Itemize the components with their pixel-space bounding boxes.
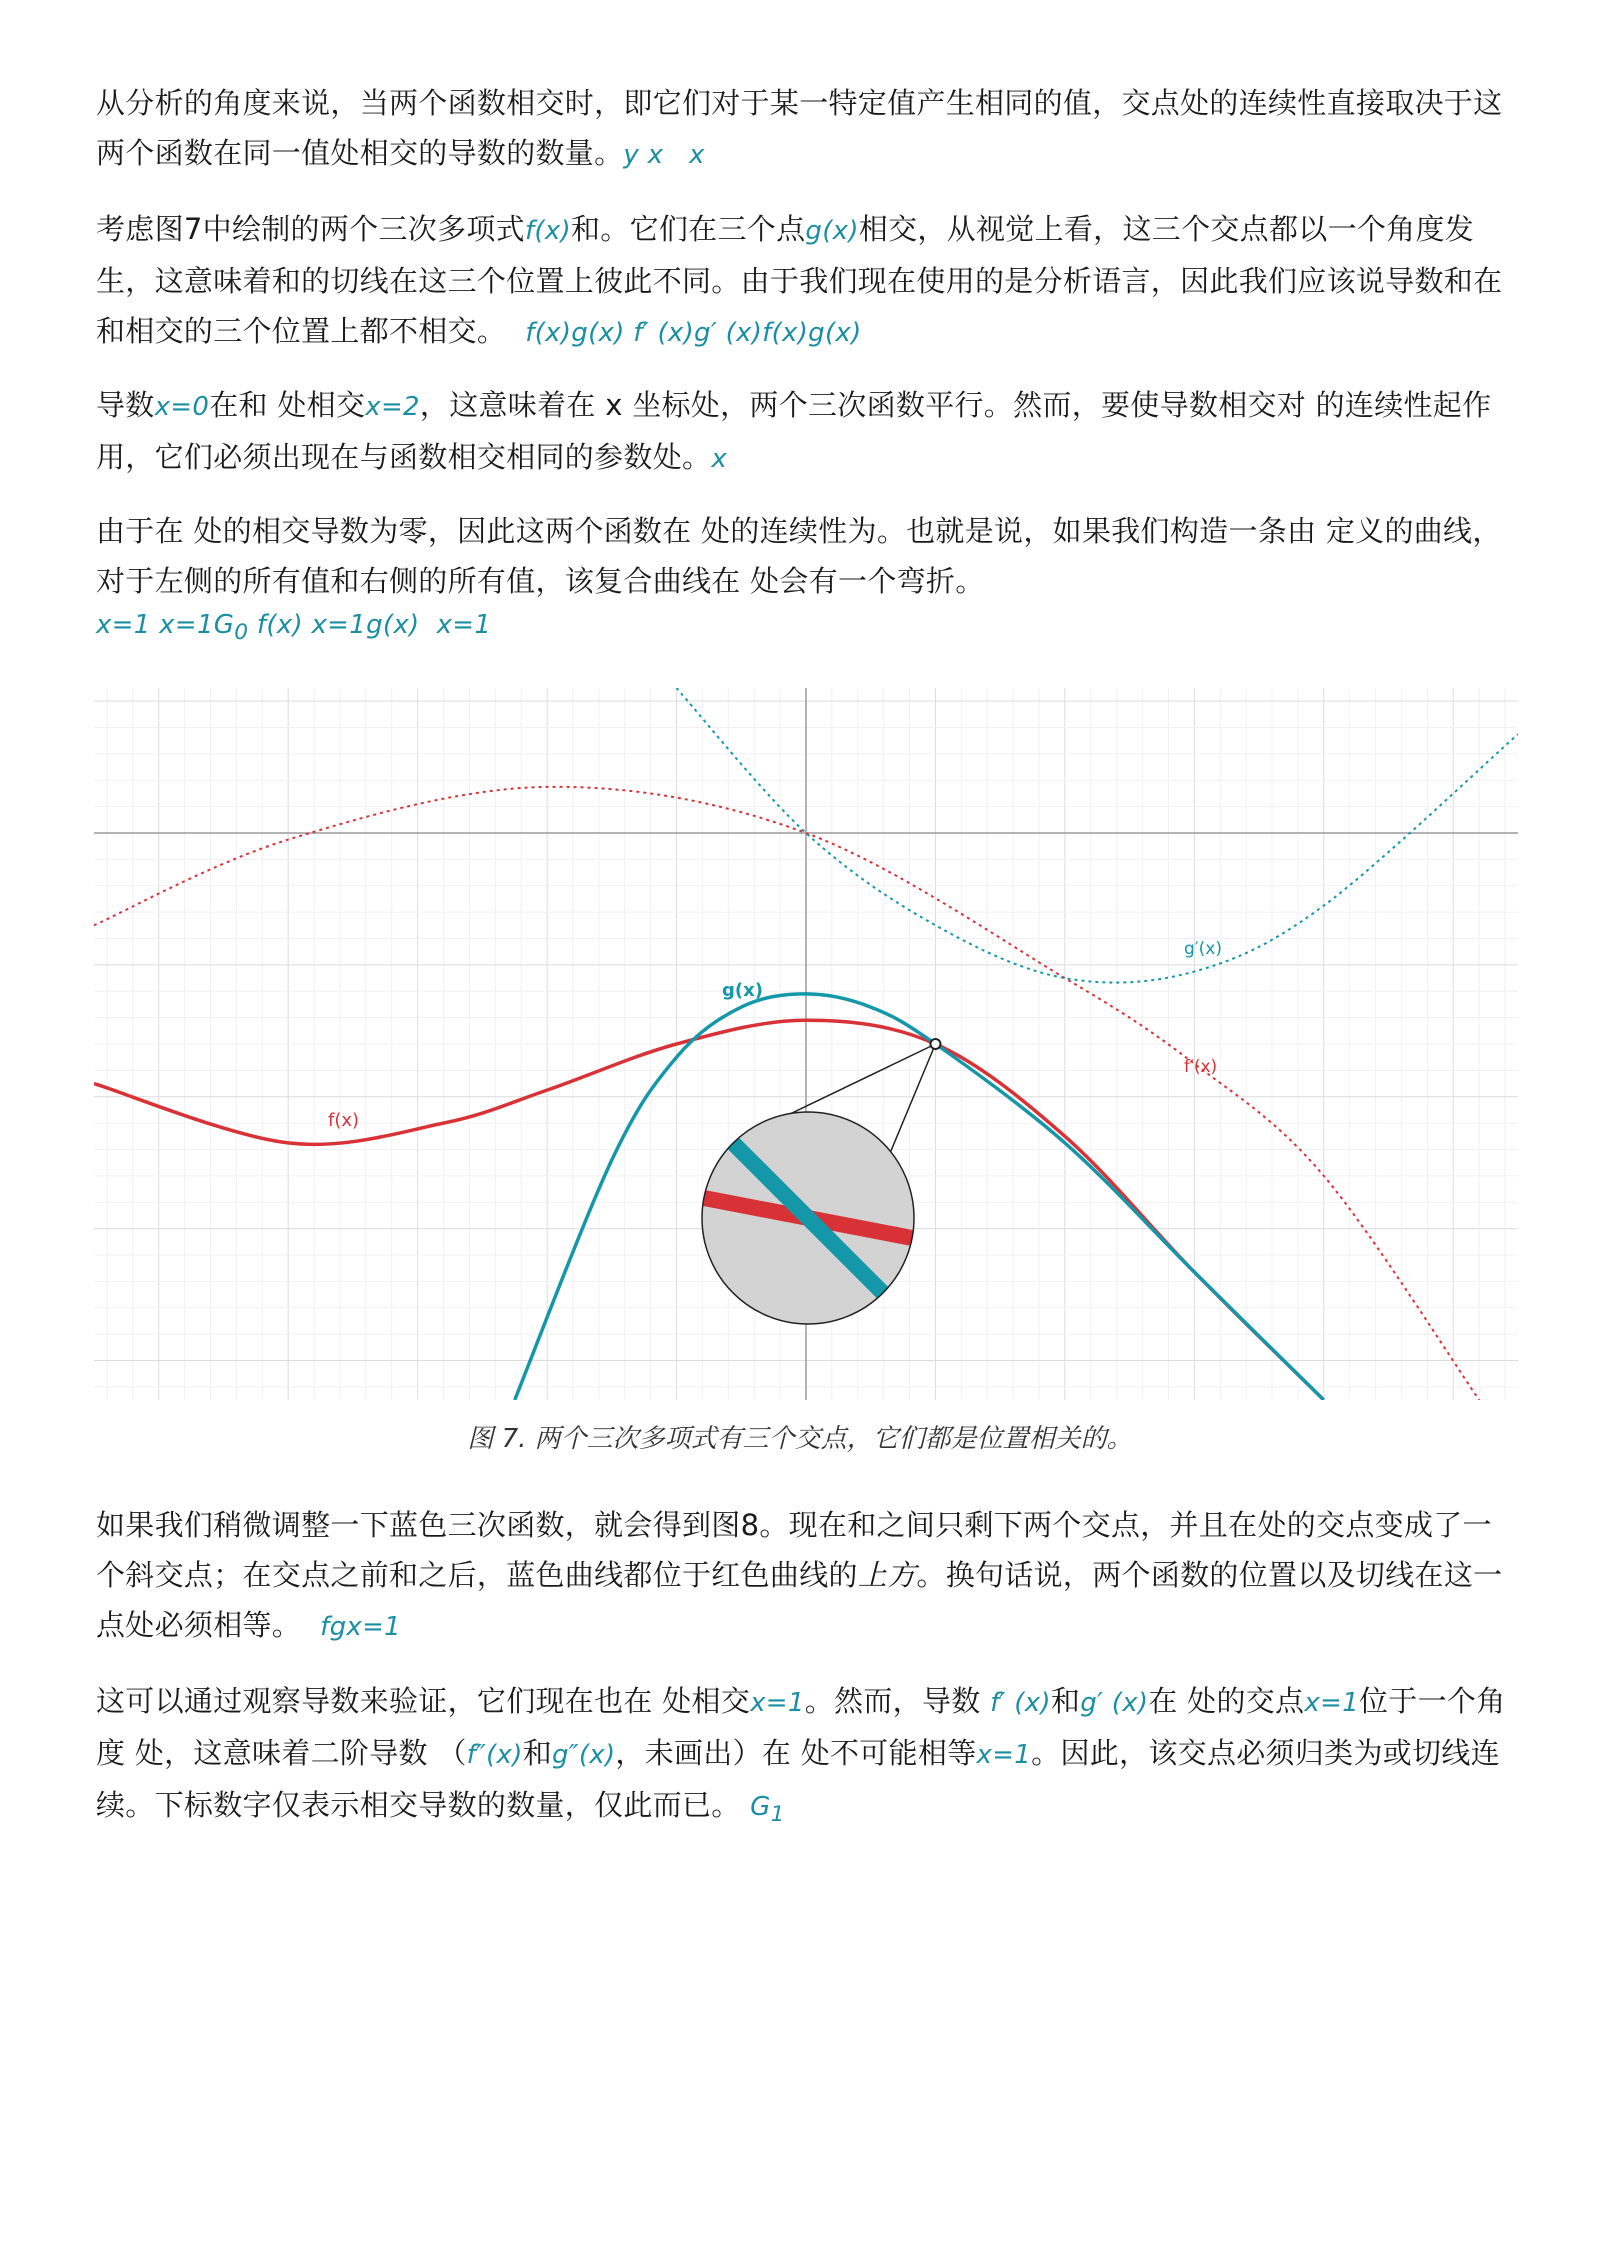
p3-math-x: x xyxy=(711,444,727,474)
p3-text-b: 在和 处相交 xyxy=(209,388,366,422)
p2-text-b: 和。它们在三个点 xyxy=(570,212,806,246)
p6-text-g: ，未画出）在 处不可能相等 xyxy=(615,1736,977,1770)
p5-math: fgx=1 xyxy=(320,1612,402,1642)
p6-math-8-sub: 1 xyxy=(770,1802,785,1828)
p4-text: 由于在 处的相交导数为零，因此这两个函数在 处的连续性为。也就是说，如果我们构造一条由 定义的曲线，对于左侧的所有值和右侧的所有值，该复合曲线在 处会有一个弯折。 xyxy=(96,514,1502,598)
p2-text-a: 考虑图7中绘制的两个三次多项式 xyxy=(96,212,525,246)
p5-text-a: 如果我们稍微调整一下蓝色三次函数，就会得到图8。现在和之间只剩下两个交点，并且在处的交点变成了一个斜交点；在交点之前和之后，蓝色曲线都位于红色曲线的 xyxy=(96,1508,1492,1592)
p4-math xyxy=(96,606,1516,652)
p6-text-h: 。因此，该交点必须归类为或切线连续。下标数字仅表示相交导数的数量，仅此而已。 xyxy=(96,1736,1500,1822)
paragraph-4 xyxy=(96,506,1516,652)
paragraph-3 xyxy=(96,380,1516,484)
p4-math-sub: 0 xyxy=(234,620,249,646)
intersection-marker xyxy=(930,1039,940,1049)
p6-math-3: g′ (x) xyxy=(1080,1688,1149,1718)
p3-text-a: 导数 xyxy=(96,388,155,422)
p6-text-f: 和 xyxy=(522,1736,552,1770)
p3-math-x0: x=0 xyxy=(154,392,210,422)
p6-text-c: 和 xyxy=(1050,1684,1081,1718)
p6-math-1: x=1 xyxy=(750,1688,805,1718)
paragraph-1-text: 从分析的角度来说，当两个函数相交时，即它们对于某一特定值产生相同的值，交点处的连续性直接取决于这两个函数在同一值处相交的导数的数量。 xyxy=(96,86,1503,170)
p2-math-gx: g(x) xyxy=(805,216,859,246)
p6-text-e: 位于一个角度 处，这意味着二阶导数 （ xyxy=(96,1684,1506,1770)
p3-math-x2: x=2 xyxy=(365,392,420,422)
paragraph-2 xyxy=(96,204,1516,358)
p6-math-7: x=1 xyxy=(976,1740,1032,1770)
p6-math-6: g″(x) xyxy=(552,1740,616,1770)
figure-7-plot xyxy=(94,688,1518,1400)
paragraph-1 xyxy=(96,78,1516,180)
p6-math-8 xyxy=(750,1792,785,1828)
p6-text-d: 在 处的交点 xyxy=(1148,1684,1305,1718)
p2-text-c: 相交，从视觉上看，这三个交点都以一个角度发生，这意味着和的切线在这三个位置上彼此不同。由于我们现在使用的是分析语言，因此我们应该说导数和在和相交的三个位置上都不相交。 xyxy=(96,212,1503,348)
paragraph-5 xyxy=(96,1500,1516,1652)
label-g: g(x) xyxy=(722,980,763,1001)
paragraph-6 xyxy=(96,1676,1516,1840)
p2-math-fx: f(x) xyxy=(524,216,571,246)
p5-emphasis: 上方 xyxy=(857,1558,917,1592)
p4-math-a: x=1 x=1G xyxy=(96,610,235,640)
p6-math-8-base: G xyxy=(750,1792,771,1822)
p3-text-c: ，这意味着在 x 坐标处，两个三次函数平行。然而，要使导数相交对 的连续性起作用，它们必须出现在与函数相交相同的参数处。 xyxy=(96,388,1492,474)
p4-math-b: f(x) x=1g(x) x=1 xyxy=(248,610,492,640)
label-g-prime: g′(x) xyxy=(1184,939,1222,959)
p5-text-b: 。换句话说，两个函数的位置以及切线在这一点处必须相等。 xyxy=(96,1558,1503,1642)
figure-caption: 图 7. 两个三次多项式有三个交点，它们都是位置相关的。 xyxy=(467,1424,1133,1454)
p6-math-4: x=1 xyxy=(1304,1688,1359,1718)
p6-text-b: 。然而，导数 xyxy=(804,1684,991,1718)
paragraph-1-math: y x x xyxy=(623,140,705,170)
p6-math-2: f′ (x) xyxy=(990,1688,1051,1718)
p2-math-derivs: f(x)g(x) f′ (x)g′ (x)f(x)g(x) xyxy=(525,318,862,348)
p6-math-5: f″(x) xyxy=(466,1740,523,1770)
label-f-prime: f′(x) xyxy=(1184,1057,1218,1077)
label-f: f(x) xyxy=(328,1110,360,1131)
p6-text-a: 这可以通过观察导数来验证，它们现在也在 处相交 xyxy=(96,1684,751,1718)
